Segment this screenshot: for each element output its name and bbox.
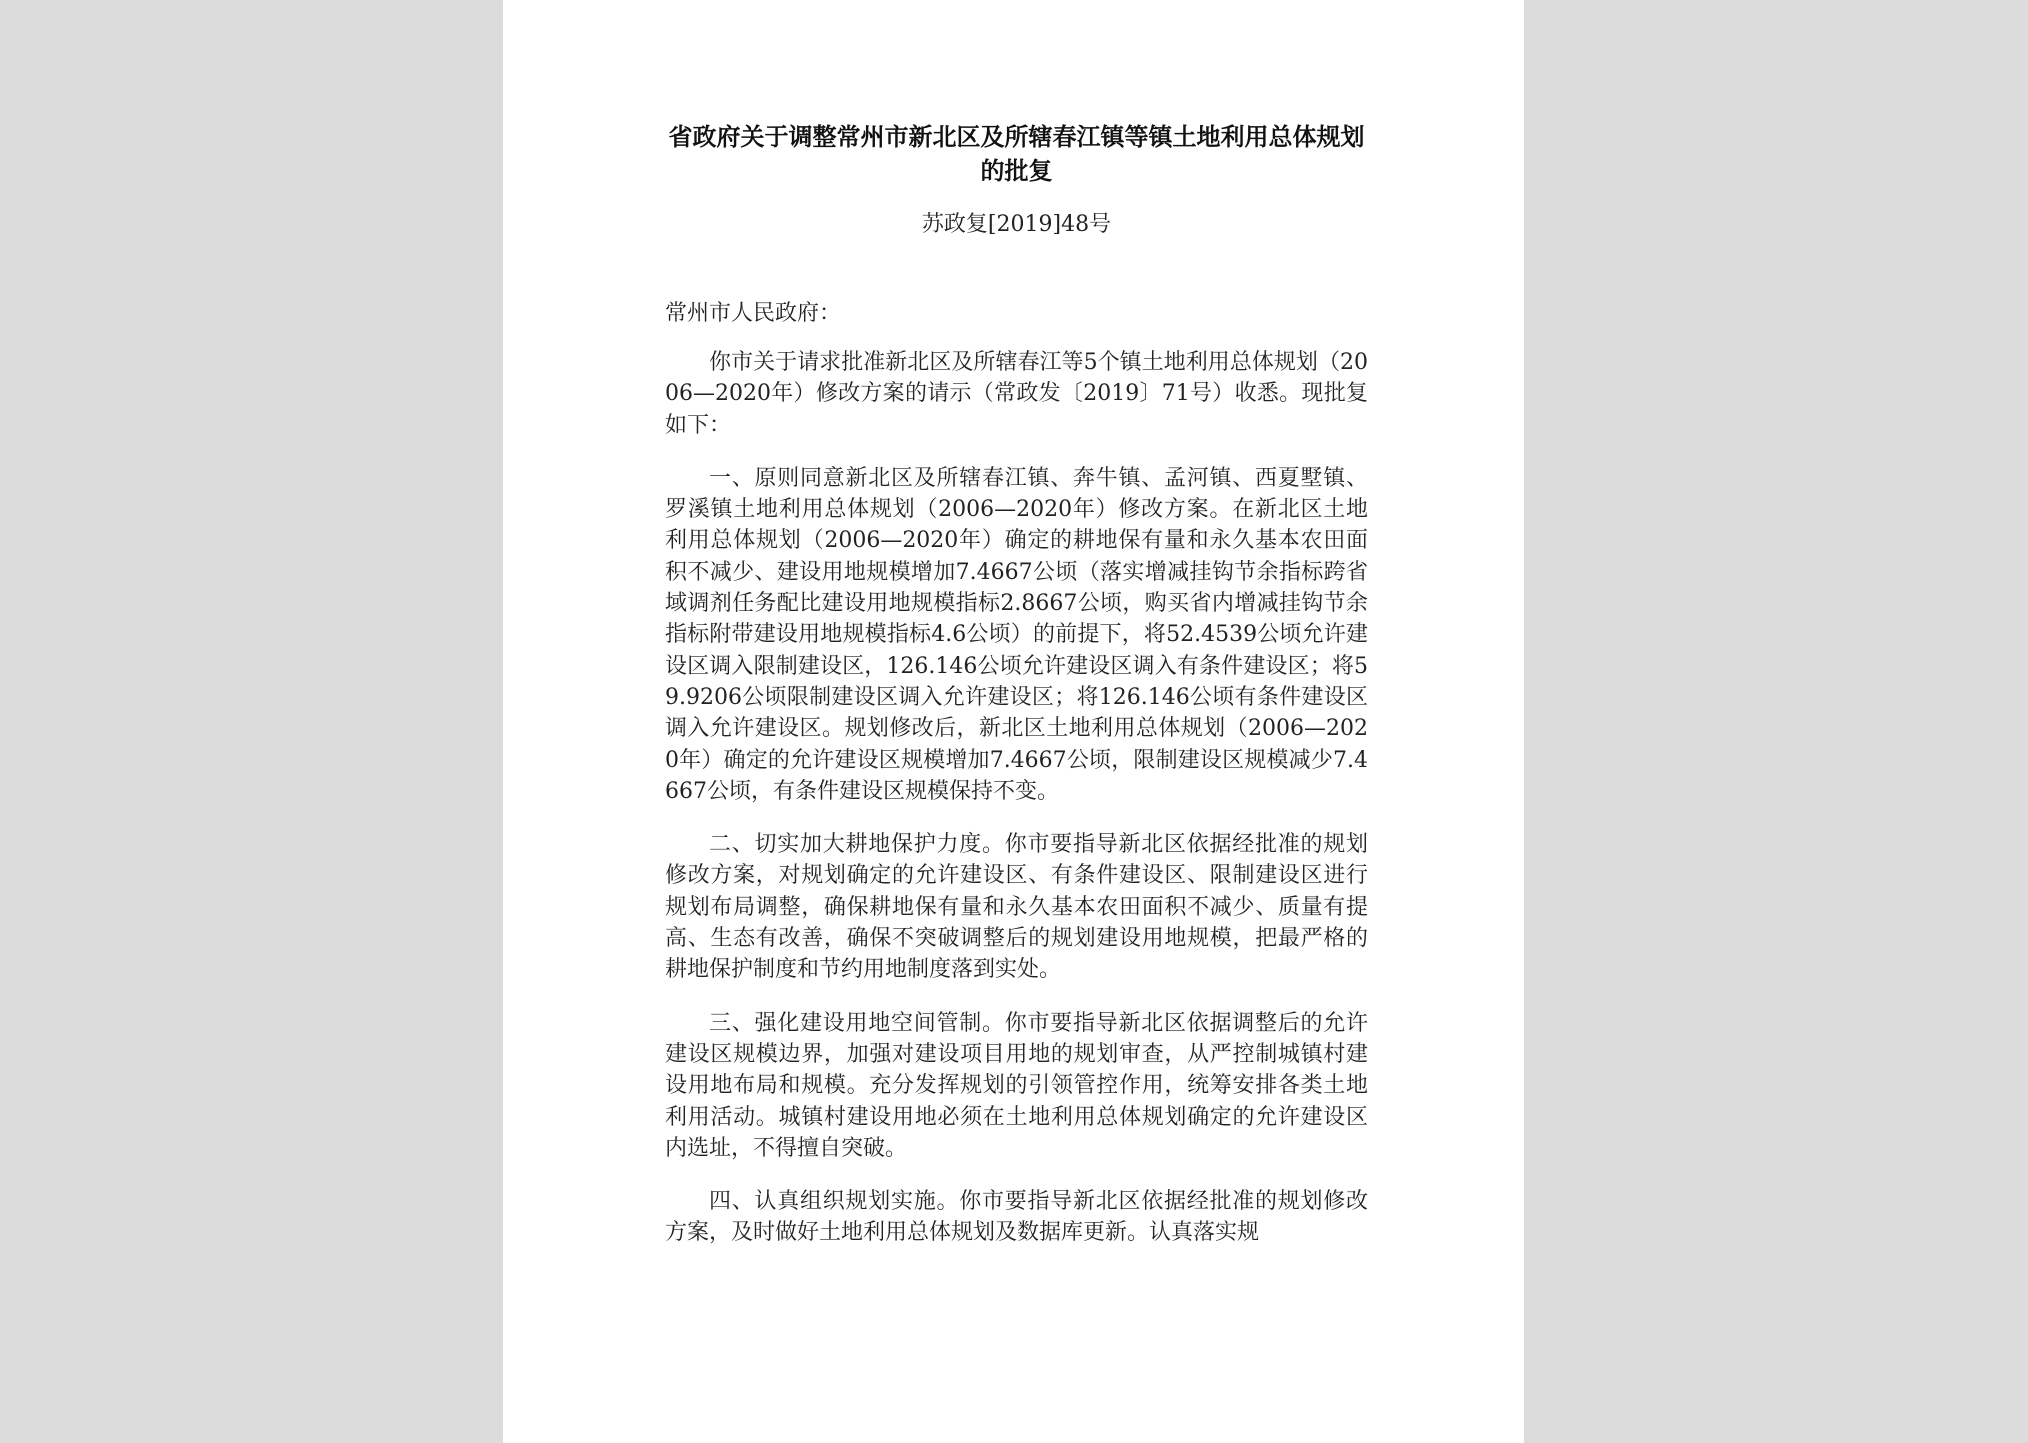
addressee: 常州市人民政府： (665, 301, 842, 326)
paragraph-item-4: 四、认真组织规划实施。你市要指导新北区依据经批准的规划修改方案，及时做好土地利用总体规划及数据库更新。认真落实规 (665, 1189, 1368, 1246)
paragraph-intro: 你市关于请求批准新北区及所辖春江等5个镇土地利用总体规划（2006—2020年）修改方案的请示（常政发〔2019〕71号）收悉。现批复如下： (665, 350, 1368, 438)
document-number: 苏政复[2019]48号 (921, 212, 1112, 237)
paragraph-item-2: 二、切实加大耕地保护力度。你市要指导新北区依据经批准的规划修改方案，对规划确定的允许建设区、有条件建设区、限制建设区进行规划布局调整，确保耕地保有量和永久基本农田面积不减少、质量有提高、生态有改善，确保不突破调整后的规划建设用地规模，把最严格的耕地保护制度和节约用地制度落到实处。 (665, 832, 1368, 983)
document-body (665, 120, 1368, 1271)
document-title: 省政府关于调整常州市新北区及所辖春江镇等镇土地利用总体规划的批复 (668, 122, 1365, 185)
viewer-background-right (1524, 0, 2028, 1443)
paragraph-item-1: 一、原则同意新北区及所辖春江镇、奔牛镇、孟河镇、西夏墅镇、罗溪镇土地利用总体规划（2006—2020年）修改方案。在新北区土地利用总体规划（2006—2020年）确定的耕地保有量和永久基本农田面积不减少、建设用地规模增加7.4667公顷（落实增减挂钩节余指标跨省域调剂任务配比建设用地规模指标2.8667公顷，购买省内增减挂钩节余指标附带建设用地规模指标4.6公顷）的前提下，将52.4539公顷允许建设区调入限制建设区，126.146公顷允许建设区调入有条件建设区；将59.9206公顷限制建设区调入允许建设区；将126.146公顷有条件建设区调入允许建设区。规划修改后，新北区土地利用总体规划（2006—2020年）确定的允许建设区规模增加7.4667公顷，限制建设区规模减少7.4667公顷，有条件建设区规模保持不变。 (665, 465, 1368, 804)
paragraph-item-3: 三、强化建设用地空间管制。你市要指导新北区依据调整后的允许建设区规模边界，加强对建设项目用地的规划审查，从严控制城镇村建设用地布局和规模。充分发挥规划的引领管控作用，统筹安排各类土地利用活动。城镇村建设用地必须在土地利用总体规划确定的允许建设区内选址，不得擅自突破。 (665, 1010, 1368, 1161)
viewer-background-left (0, 0, 503, 1443)
document-page (503, 0, 1524, 1443)
